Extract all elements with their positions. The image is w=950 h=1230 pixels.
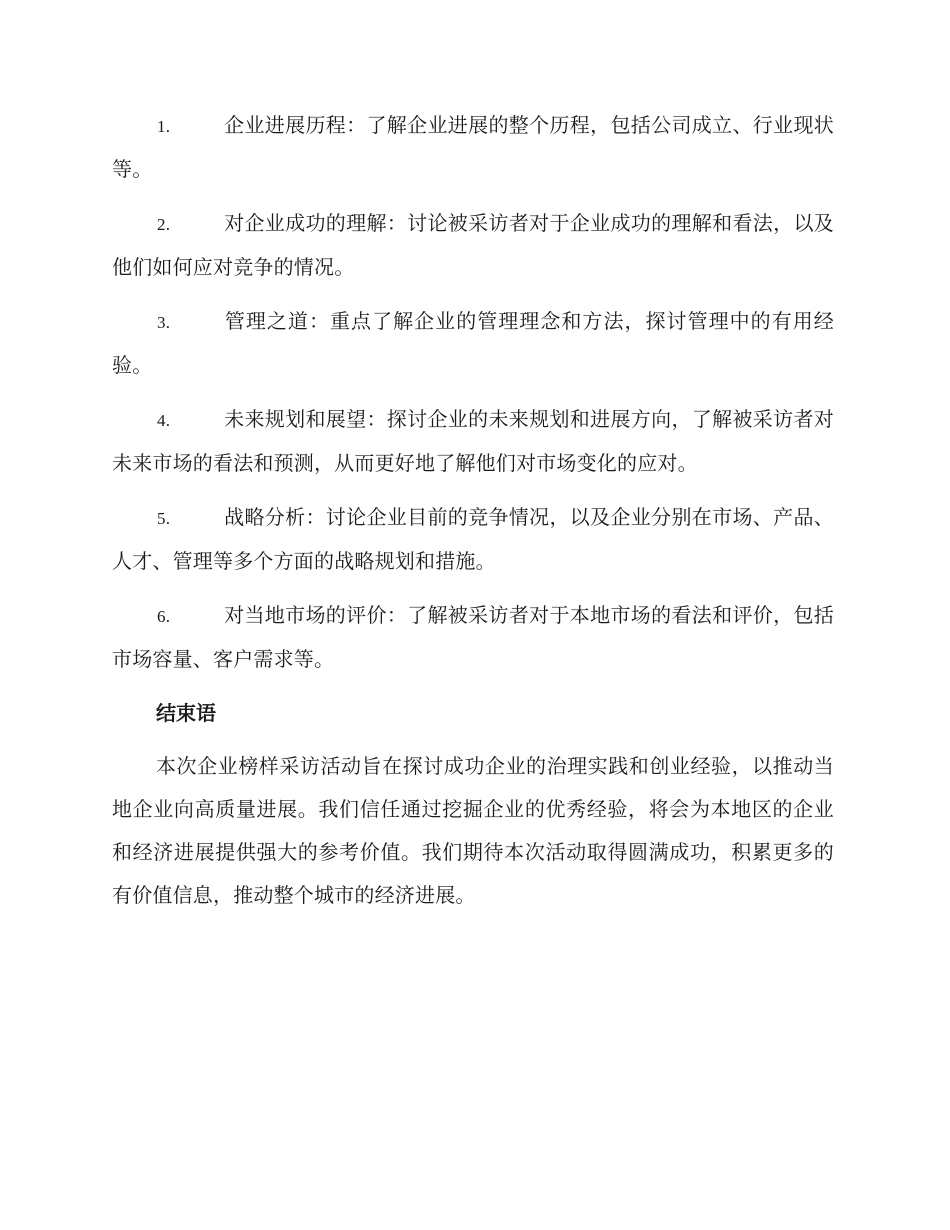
list-item-1 — [112, 104, 834, 191]
list-item-text: 企业进展历程：了解企业进展的整个历程，包括公司成立、行业现状等。 — [112, 113, 834, 181]
list-item-text: 管理之道：重点了解企业的管理理念和方法，探讨管理中的有用经验。 — [112, 309, 834, 377]
list-number: 5. — [157, 509, 171, 528]
document-page — [112, 104, 834, 917]
list-item-text: 对当地市场的评价：了解被采访者对于本地市场的看法和评价，包括市场容量、客户需求等。 — [112, 603, 834, 671]
list-item-4 — [112, 398, 834, 485]
list-item-2 — [112, 202, 834, 289]
list-item-text: 未来规划和展望：探讨企业的未来规划和进展方向，了解被采访者对未来市场的看法和预测，从而更好地了解他们对市场变化的应对。 — [112, 407, 834, 475]
list-number: 2. — [157, 215, 171, 234]
section-heading-closing: 结束语 — [156, 701, 216, 725]
list-number: 6. — [157, 607, 171, 626]
list-number: 4. — [157, 411, 171, 430]
list-item-text: 对企业成功的理解：讨论被采访者对于企业成功的理解和看法，以及他们如何应对竞争的情况。 — [112, 211, 834, 279]
list-item-text: 战略分析：讨论企业目前的竞争情况，以及企业分别在市场、产品、人才、管理等多个方面的战略规划和措施。 — [112, 505, 834, 573]
closing-paragraph: 本次企业榜样采访活动旨在探讨成功企业的治理实践和创业经验，以推动当地企业向高质量进展。我们信任通过挖掘企业的优秀经验，将会为本地区的企业和经济进展提供强大的参考价值。我们期待本次活动取得圆满成功，积累更多的有价值信息，推动整个城市的经济进展。 — [112, 754, 834, 907]
list-number: 3. — [157, 313, 171, 332]
list-item-5 — [112, 496, 834, 583]
list-item-6 — [112, 594, 834, 681]
list-item-3 — [112, 300, 834, 387]
list-number: 1. — [157, 117, 171, 136]
